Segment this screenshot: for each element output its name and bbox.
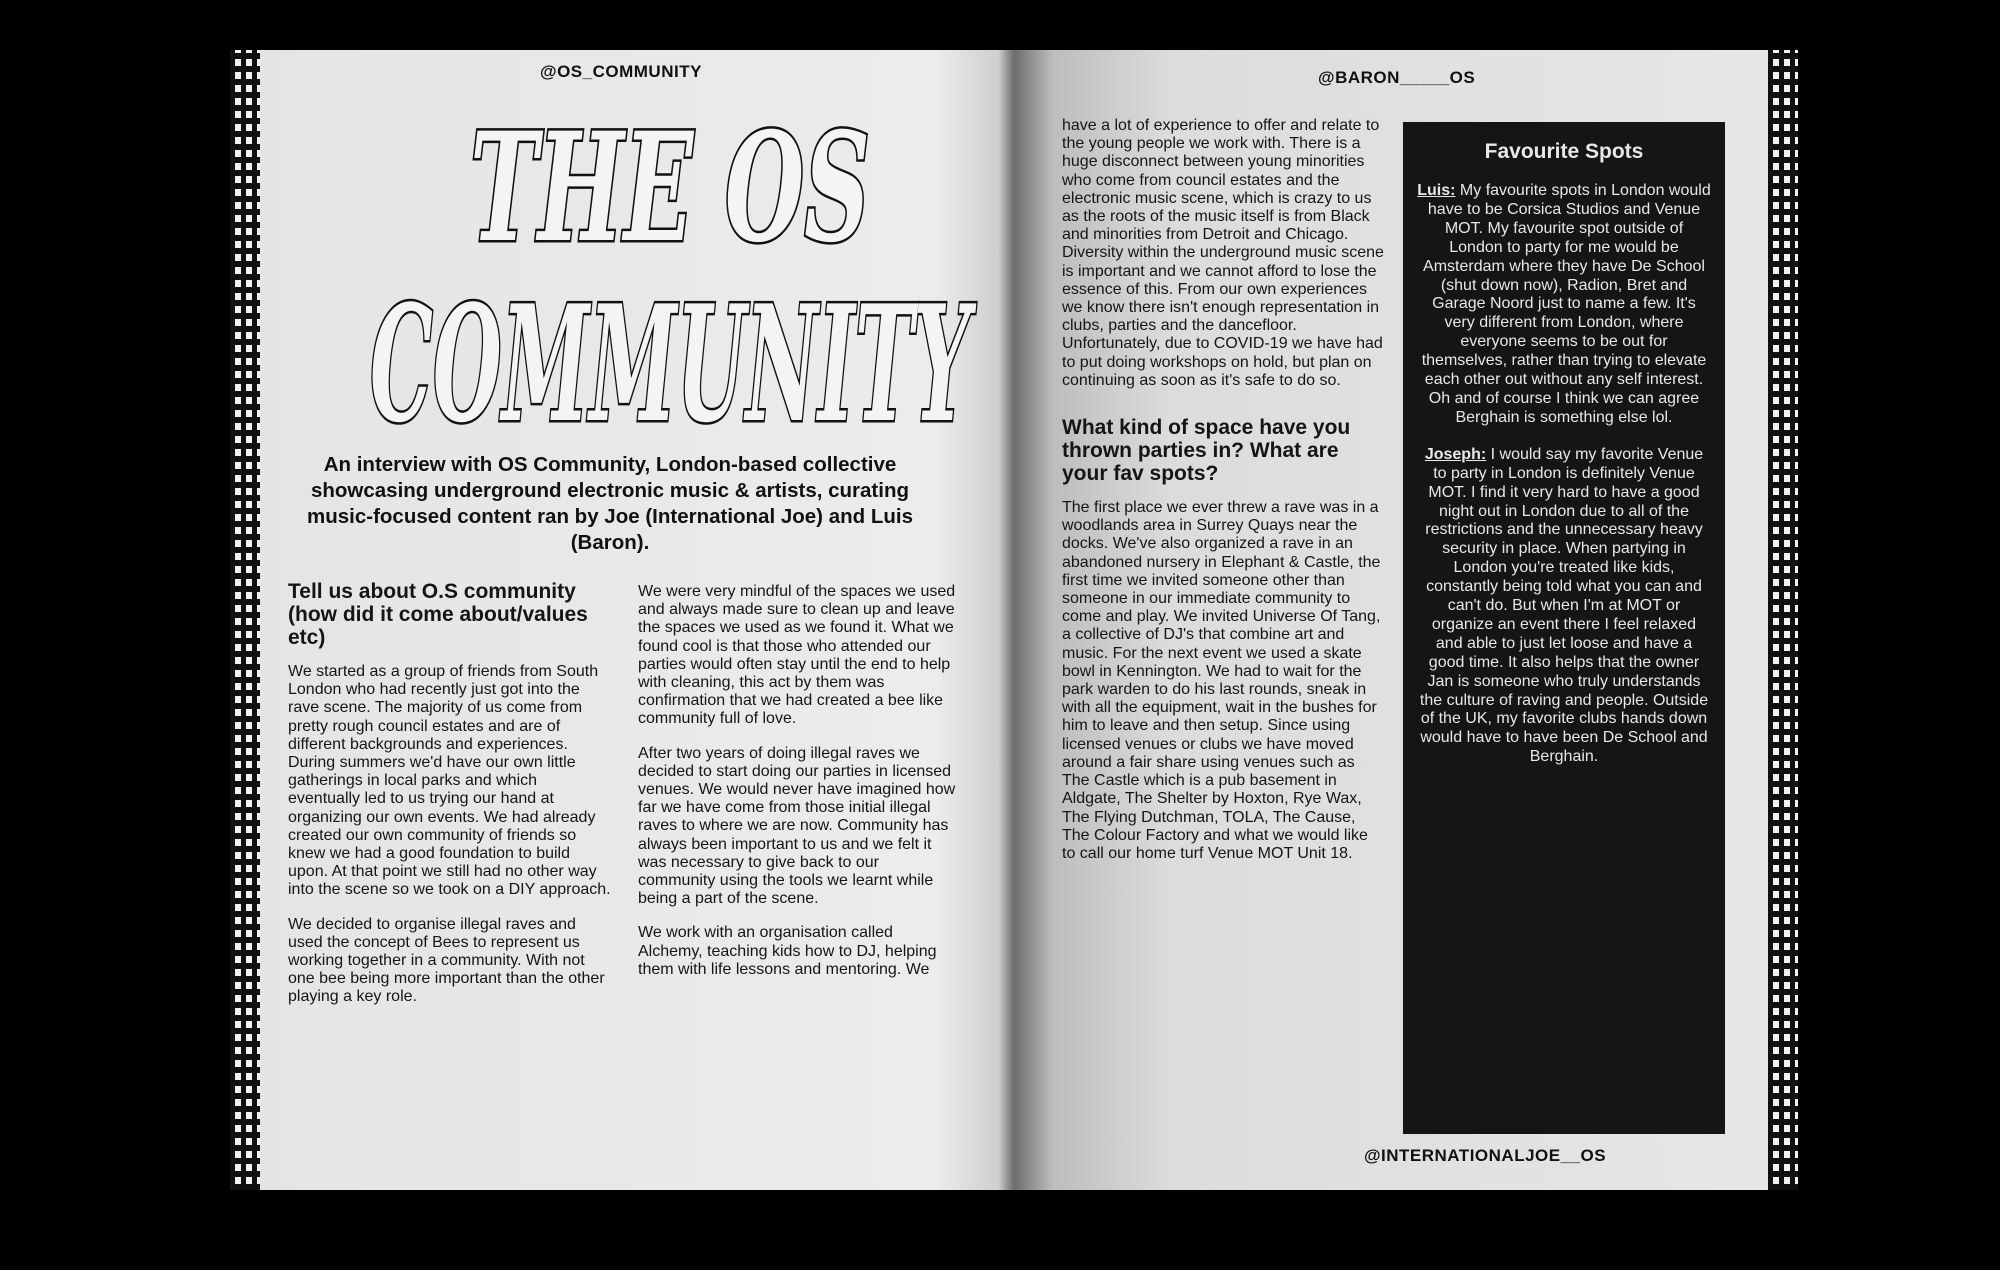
column-2-paragraph-2: After two years of doing illegal raves we decided to start doing our parties in licensed venues. We would never have imagined how far we have come from those initial illegal raves to where we are now. Community has always been important to us and we felt it was necessary to give back to our community using the tools we learnt while being a part of the scene. [638,744,956,908]
question-2-heading: What kind of space have you thrown parties in? What are your fav spots? [1062,416,1351,486]
luis-name: Luis: [1417,182,1456,199]
bottom-handle: @INTERNATIONALJOE__OS [1363,1146,1607,1165]
luis-answer [1417,182,1711,428]
column-2-paragraph-1: We were very mindful of the spaces we used and always made sure to clean up and leave the spaces we used as we found it. What we found cool is that those who attended our parties would often stay until the end to help with cleaning, this act by them was confirmation that we had created a bee like community full of love. [638,583,956,728]
right-checkered-border [1768,50,1798,1190]
title-line-2: COMMUNITY [370,270,977,440]
favourite-spots-sidebar [1403,122,1725,1134]
column-2-paragraph-3: We work with an organisation called Alchemy, teaching kids how to DJ, helping them with life lessons and mentoring. We [638,924,937,978]
luis-text: My favourite spots in London would have to be Corsica Studios and Venue MOT. My favourite spot outside of London to party for me would be Amsterdam where they have De School (shut down now), Radion, Bret and Garage Noord just to name a few. It's very different from London, where everyone seems to be out for themselves, rather than trying to elevate each other out without any self interest. Oh and of course I think we can agree Berghain is something else lol. [1421,182,1711,426]
page-title [350,110,990,440]
joseph-answer [1417,446,1711,767]
left-checkered-border [230,50,260,1190]
title-line-1: THE OS [470,110,870,276]
intro-paragraph: An interview with OS Community, London-based collective showcasing underground electronic music & artists, curating music-focused content ran by Joe (International Joe) and Luis (Baron). [307,453,913,554]
right-page-handle: @BARON_____OS [1318,68,1476,87]
sidebar-title: Favourite Spots [1484,140,1644,163]
column-1-paragraph-1: We started as a group of friends from South London who had recently just got into the rave scene. The majority of us come from pretty rough council estates and are of different backgrounds and experiences. During summers we'd have our own little gatherings in local parks and which eventually led to us trying our hand at organizing our own events. We had already created our own community of friends so knew we had a good foundation to build upon. At that point we still had no other way into the scene so we took on a DIY approach. [288,663,611,899]
column-2 [638,583,958,995]
column-1-paragraph-2: We decided to organise illegal raves and used the concept of Bees to represent us working together in a community. With not one bee being more important than the other playing a key role. [288,915,605,1006]
joseph-text: I would say my favorite Venue to party in London is definitely Venue MOT. I find it very hard to have a good night out in London due to all of the restrictions and the unnecessary heavy security in place. When partying in London you're treated like kids, constantly being told what you can and can't do. But when I'm at MOT or organize an event there I feel relaxed and able to just let loose and have a good time. It also helps that the owner Jan is someone who truly understands the culture of raving and people. Outside of the UK, my favorite clubs hands down would have to have been De School and Berghain. [1419,445,1709,766]
question-1-heading: Tell us about O.S community (how did it come about/values etc) [288,580,588,649]
joseph-name: Joseph: [1424,445,1487,463]
left-page-handle: @OS_COMMUNITY [540,62,702,81]
column-3-paragraph-1: have a lot of experience to offer and relate to the young people we work with. There is a huge disconnect between young minorities who come from council estates and the electronic music scene, which is crazy to us as the roots of the music itself is from Black and minorities from Detroit and Chicago. Diversity within the underground music scene is important and we cannot afford to lose the essence of this. From our own experiences we know there isn't enough representation in clubs, parties and the dancefloor. Unfortunately, due to COVID-19 we have had to put doing workshops on hold, but plan on continuing as soon as it's safe to do so. [1062,117,1384,389]
column-3 [1062,117,1384,879]
magazine-spread [230,50,1798,1190]
column-3-paragraph-2: The first place we ever threw a rave was in a woodlands area in Surrey Quays near the docks. We've also organized a rave in an abandoned nursery in Elephant & Castle, the first time we invited someone other than someone in our immediate community to come and play. We invited Universe Of Tang, a collective of DJ's that combine art and music. For the next event we used a skate bowl in Kennington. We had to wait for the park warden to do his last rounds, sneak in with all the equipment, wait in the bushes for him to leave and then setup. Since using licensed venues or clubs we have moved around a fair share using venues such as The Castle which is a pub basement in Aldgate, The Shelter by Hoxton, Rye Wax, The Flying Dutchman, TOLA, The Cause, The Colour Factory and what we would like to call our home turf Venue MOT Unit 18. [1062,499,1381,862]
column-1 [288,580,613,1023]
